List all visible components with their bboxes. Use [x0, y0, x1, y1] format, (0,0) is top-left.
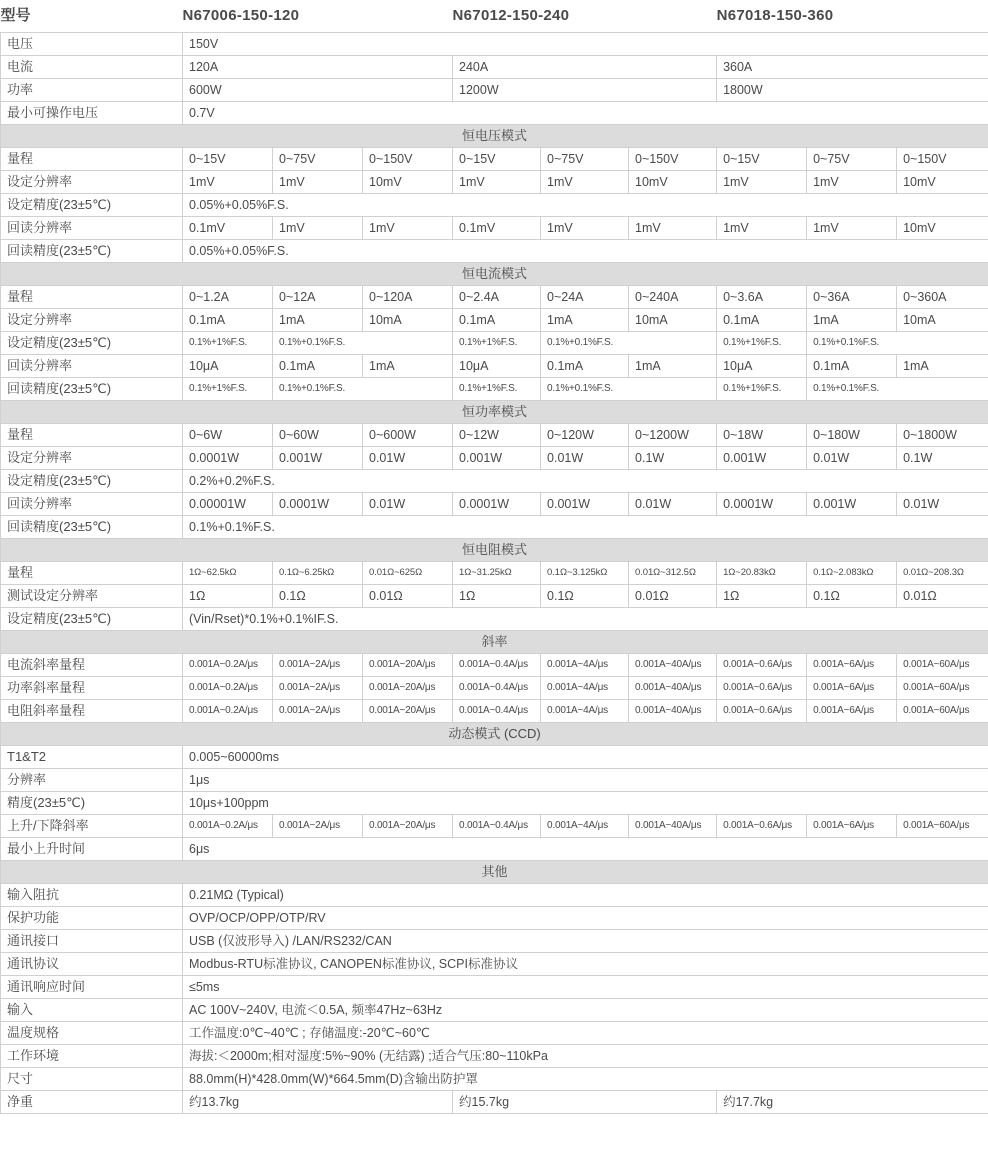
row-value: 0.001A~6A/μs: [807, 814, 897, 837]
row-value: 0.001A~20A/μs: [363, 699, 453, 722]
row-value: 0~12W: [453, 423, 541, 446]
row-label: 设定分辨率: [1, 308, 183, 331]
section-header-row: [1, 538, 988, 561]
row-value: 0.1Ω~6.25kΩ: [273, 561, 363, 584]
row-value: 0.7V: [183, 101, 988, 124]
row-value: ≤5ms: [183, 975, 988, 998]
row-value: 0.001W: [453, 446, 541, 469]
row-value: 0.001A~60A/μs: [897, 699, 988, 722]
table-row: [1, 331, 988, 354]
row-value: 0.0001W: [183, 446, 273, 469]
row-value: 1mV: [541, 170, 629, 193]
row-value: 0~600W: [363, 423, 453, 446]
table-row: [1, 814, 988, 837]
row-value: 1mV: [453, 170, 541, 193]
row-value: 0.001A~2A/μs: [273, 814, 363, 837]
row-value: 1mV: [363, 216, 453, 239]
row-label: 量程: [1, 285, 183, 308]
row-value: 88.0mm(H)*428.0mm(W)*664.5mm(D)含输出防护罩: [183, 1067, 988, 1090]
row-value: 1Ω: [183, 584, 273, 607]
row-value: 1mA: [363, 354, 453, 377]
row-value: 0~120W: [541, 423, 629, 446]
table-row: [1, 239, 988, 262]
row-value: 0.1%+0.1%F.S.: [541, 331, 717, 354]
table-row: [1, 699, 988, 722]
row-value: 0.001W: [273, 446, 363, 469]
row-value: 0.1%+1%F.S.: [717, 377, 807, 400]
header-label-cell: 型号: [1, 0, 183, 32]
row-label: 设定精度(23±5℃): [1, 607, 183, 630]
table-row: [1, 1044, 988, 1067]
row-label: 功率: [1, 78, 183, 101]
row-value: 0.01W: [541, 446, 629, 469]
row-value: 0.001A~4A/μs: [541, 653, 629, 676]
table-row: [1, 952, 988, 975]
row-value: 600W: [183, 78, 453, 101]
section-title: 恒功率模式: [1, 400, 988, 423]
row-value: 0~150V: [897, 147, 988, 170]
row-value: 1Ω~62.5kΩ: [183, 561, 273, 584]
row-value: 1mV: [629, 216, 717, 239]
table-row: [1, 170, 988, 193]
row-value: 0~1.2A: [183, 285, 273, 308]
table-row: [1, 768, 988, 791]
row-label: 测试设定分辨率: [1, 584, 183, 607]
row-value: 0.005~60000ms: [183, 745, 988, 768]
row-value: 0.001A~20A/μs: [363, 676, 453, 699]
row-value: 1μs: [183, 768, 988, 791]
row-value: 1mV: [717, 170, 807, 193]
row-value: 0.1Ω~3.125kΩ: [541, 561, 629, 584]
section-header-row: [1, 722, 988, 745]
row-value: 0~12A: [273, 285, 363, 308]
section-title: 其他: [1, 860, 988, 883]
row-label: 最小上升时间: [1, 837, 183, 860]
row-value: 0~240A: [629, 285, 717, 308]
row-value: 0.01W: [629, 492, 717, 515]
model-header-cell-1: N67006-150-120: [183, 0, 453, 32]
basic-row: [1, 101, 988, 124]
row-value: 0.001A~60A/μs: [897, 676, 988, 699]
row-value: 0~75V: [807, 147, 897, 170]
row-value: 0.05%+0.05%F.S.: [183, 239, 988, 262]
table-row: [1, 906, 988, 929]
row-value: 0~360A: [897, 285, 988, 308]
row-value: 10mA: [629, 308, 717, 331]
table-body: [1, 0, 988, 1113]
row-value: 0.01W: [363, 446, 453, 469]
row-value: 0.1%+0.1%F.S.: [807, 331, 988, 354]
row-value: 0.1mA: [453, 308, 541, 331]
section-title: 斜率: [1, 630, 988, 653]
table-row: [1, 745, 988, 768]
row-value: 海拔:＜2000m;相对湿度:5%~90% (无结露) ;适合气压:80~110kPa: [183, 1044, 988, 1067]
row-label: 分辨率: [1, 768, 183, 791]
row-value: 0.001A~6A/μs: [807, 699, 897, 722]
table-row: [1, 446, 988, 469]
row-label: 量程: [1, 147, 183, 170]
row-value: 0.1mA: [273, 354, 363, 377]
row-value: 0.1%+0.1%F.S.: [807, 377, 988, 400]
row-value: 0~120A: [363, 285, 453, 308]
row-label: 回读精度(23±5℃): [1, 377, 183, 400]
row-value: 0.001A~40A/μs: [629, 699, 717, 722]
row-label: 工作环境: [1, 1044, 183, 1067]
row-value: 0.001A~60A/μs: [897, 653, 988, 676]
row-value: 0.0001W: [453, 492, 541, 515]
table-row: [1, 1021, 988, 1044]
row-value: 0~180W: [807, 423, 897, 446]
row-value: 0.001A~6A/μs: [807, 676, 897, 699]
row-value: 0.01W: [897, 492, 988, 515]
row-value: 0.01Ω~625Ω: [363, 561, 453, 584]
table-row: [1, 653, 988, 676]
row-value: 0.1%+1%F.S.: [717, 331, 807, 354]
row-value: 0~36A: [807, 285, 897, 308]
basic-row: [1, 78, 988, 101]
row-value: 10mV: [897, 216, 988, 239]
table-row: [1, 883, 988, 906]
row-value: 0.00001W: [183, 492, 273, 515]
row-label: 量程: [1, 423, 183, 446]
row-label: 设定分辨率: [1, 446, 183, 469]
row-label: 尺寸: [1, 1067, 183, 1090]
section-title: 动态模式 (CCD): [1, 722, 988, 745]
row-value: 10μA: [183, 354, 273, 377]
row-value: 0.001A~0.6A/μs: [717, 676, 807, 699]
row-label: 功率斜率量程: [1, 676, 183, 699]
section-title: 恒电阻模式: [1, 538, 988, 561]
row-value: 0.1%+0.1%F.S.: [273, 377, 453, 400]
row-value: 1Ω: [717, 584, 807, 607]
row-label: 回读分辨率: [1, 354, 183, 377]
row-value: 0~1800W: [897, 423, 988, 446]
row-value: 0.1Ω: [807, 584, 897, 607]
row-label: 最小可操作电压: [1, 101, 183, 124]
row-value: 0~15V: [183, 147, 273, 170]
row-value: 0.001W: [807, 492, 897, 515]
row-value: 0.1%+0.1%F.S.: [541, 377, 717, 400]
row-value: 0.001A~0.2A/μs: [183, 814, 273, 837]
row-value: (Vin/Rset)*0.1%+0.1%IF.S.: [183, 607, 988, 630]
row-value: 10μA: [453, 354, 541, 377]
row-value: 1Ω~20.83kΩ: [717, 561, 807, 584]
table-row: [1, 929, 988, 952]
table-row: [1, 308, 988, 331]
model-header-row: [1, 0, 988, 32]
row-value: 1mA: [807, 308, 897, 331]
row-value: 0.001A~40A/μs: [629, 676, 717, 699]
section-header-row: [1, 262, 988, 285]
row-value: 1mV: [273, 216, 363, 239]
row-label: 回读精度(23±5℃): [1, 515, 183, 538]
row-value: USB (仅波形导入) /LAN/RS232/CAN: [183, 929, 988, 952]
row-label: 净重: [1, 1090, 183, 1113]
row-value: 1mA: [541, 308, 629, 331]
row-value: 工作温度:0℃~40℃ ; 存储温度:-20℃~60℃: [183, 1021, 988, 1044]
row-value: 0.01W: [807, 446, 897, 469]
row-value: 10mV: [363, 170, 453, 193]
row-value: 0.001A~2A/μs: [273, 653, 363, 676]
table-row: [1, 147, 988, 170]
row-label: 设定精度(23±5℃): [1, 193, 183, 216]
row-value: 0.1%+1%F.S.: [183, 377, 273, 400]
row-value: 120A: [183, 55, 453, 78]
row-label: T1&T2: [1, 745, 183, 768]
row-value: 1Ω~31.25kΩ: [453, 561, 541, 584]
basic-row: [1, 32, 988, 55]
row-value: 10mA: [363, 308, 453, 331]
row-value: 0.1%+1%F.S.: [453, 331, 541, 354]
row-value: 0~15V: [453, 147, 541, 170]
row-value: 1mV: [541, 216, 629, 239]
row-value: 0.1%+0.1%F.S.: [273, 331, 453, 354]
table-row: [1, 285, 988, 308]
row-value: 1mV: [183, 170, 273, 193]
row-label: 电压: [1, 32, 183, 55]
row-value: 10mV: [897, 170, 988, 193]
row-value: 0.001A~0.2A/μs: [183, 676, 273, 699]
row-value: 10μA: [717, 354, 807, 377]
section-title: 恒电流模式: [1, 262, 988, 285]
row-value: 0~24A: [541, 285, 629, 308]
row-value: 0.1Ω: [541, 584, 629, 607]
section-header-row: [1, 630, 988, 653]
table-row: [1, 1090, 988, 1113]
row-value: Modbus-RTU标准协议, CANOPEN标准协议, SCPI标准协议: [183, 952, 988, 975]
row-value: 0.05%+0.05%F.S.: [183, 193, 988, 216]
row-label: 回读分辨率: [1, 216, 183, 239]
row-value: AC 100V~240V, 电流＜0.5A, 频率47Hz~63Hz: [183, 998, 988, 1021]
table-row: [1, 193, 988, 216]
row-value: 0.001W: [541, 492, 629, 515]
row-value: 1mA: [629, 354, 717, 377]
table-row: [1, 998, 988, 1021]
row-value: 0~150V: [629, 147, 717, 170]
section-title: 恒电压模式: [1, 124, 988, 147]
table-row: [1, 377, 988, 400]
row-value: 0.1mA: [541, 354, 629, 377]
row-value: 0.001A~20A/μs: [363, 653, 453, 676]
row-label: 精度(23±5℃): [1, 791, 183, 814]
table-row: [1, 975, 988, 998]
row-value: 0.001W: [717, 446, 807, 469]
row-value: 0.1Ω: [273, 584, 363, 607]
row-value: 0.1W: [897, 446, 988, 469]
row-label: 电流斜率量程: [1, 653, 183, 676]
table-row: [1, 216, 988, 239]
row-value: 0.001A~0.6A/μs: [717, 653, 807, 676]
row-value: 0.001A~0.4A/μs: [453, 653, 541, 676]
row-value: 1Ω: [453, 584, 541, 607]
row-value: 0.1mA: [807, 354, 897, 377]
row-value: 约13.7kg: [183, 1090, 453, 1113]
row-value: 0~2.4A: [453, 285, 541, 308]
row-value: 0.1mA: [183, 308, 273, 331]
row-value: 0.001A~4A/μs: [541, 814, 629, 837]
row-label: 设定精度(23±5℃): [1, 331, 183, 354]
row-value: 0.2%+0.2%F.S.: [183, 469, 988, 492]
row-value: 1200W: [453, 78, 717, 101]
row-value: 10μs+100ppm: [183, 791, 988, 814]
basic-row: [1, 55, 988, 78]
row-value: 0~1200W: [629, 423, 717, 446]
row-label: 设定分辨率: [1, 170, 183, 193]
row-value: 0.01Ω: [897, 584, 988, 607]
row-value: 0.0001W: [717, 492, 807, 515]
row-value: 6μs: [183, 837, 988, 860]
table-row: [1, 837, 988, 860]
row-value: 0.001A~0.6A/μs: [717, 699, 807, 722]
row-value: 约17.7kg: [717, 1090, 988, 1113]
table-row: [1, 423, 988, 446]
row-value: 0.001A~0.6A/μs: [717, 814, 807, 837]
row-value: 360A: [717, 55, 988, 78]
row-label: 温度规格: [1, 1021, 183, 1044]
row-value: 0.1mV: [453, 216, 541, 239]
row-value: 0~60W: [273, 423, 363, 446]
table-row: [1, 791, 988, 814]
row-label: 上升/下降斜率: [1, 814, 183, 837]
row-label: 输入阻抗: [1, 883, 183, 906]
row-value: 0.1mA: [717, 308, 807, 331]
row-value: 0.001A~60A/μs: [897, 814, 988, 837]
row-value: 1mA: [273, 308, 363, 331]
row-value: 0.001A~0.2A/μs: [183, 653, 273, 676]
row-value: 1mV: [807, 216, 897, 239]
row-value: 1800W: [717, 78, 988, 101]
row-value: 0.001A~20A/μs: [363, 814, 453, 837]
row-value: 0.001A~0.4A/μs: [453, 699, 541, 722]
row-value: 0~6W: [183, 423, 273, 446]
row-value: 10mA: [897, 308, 988, 331]
row-label: 电流: [1, 55, 183, 78]
row-label: 回读精度(23±5℃): [1, 239, 183, 262]
row-value: 0.1Ω~2.083kΩ: [807, 561, 897, 584]
row-value: 0.001A~4A/μs: [541, 699, 629, 722]
section-header-row: [1, 400, 988, 423]
table-row: [1, 492, 988, 515]
row-value: 0.1%+1%F.S.: [183, 331, 273, 354]
row-value: 0.001A~4A/μs: [541, 676, 629, 699]
table-row: [1, 561, 988, 584]
row-value: 0.1mV: [183, 216, 273, 239]
row-value: 0.001A~6A/μs: [807, 653, 897, 676]
section-header-row: [1, 124, 988, 147]
table-row: [1, 469, 988, 492]
row-value: 约15.7kg: [453, 1090, 717, 1113]
row-label: 输入: [1, 998, 183, 1021]
row-label: 保护功能: [1, 906, 183, 929]
section-header-row: [1, 860, 988, 883]
row-value: OVP/OCP/OPP/OTP/RV: [183, 906, 988, 929]
row-value: 0.001A~0.2A/μs: [183, 699, 273, 722]
row-value: 1mV: [717, 216, 807, 239]
row-value: 0.001A~0.4A/μs: [453, 676, 541, 699]
row-value: 0~150V: [363, 147, 453, 170]
row-value: 0.01Ω~208.3Ω: [897, 561, 988, 584]
row-value: 0~75V: [541, 147, 629, 170]
row-value: 1mA: [897, 354, 988, 377]
row-label: 通讯接口: [1, 929, 183, 952]
row-value: 1mV: [273, 170, 363, 193]
row-label: 回读分辨率: [1, 492, 183, 515]
row-value: 0.001A~2A/μs: [273, 676, 363, 699]
row-label: 通讯响应时间: [1, 975, 183, 998]
row-value: 0~75V: [273, 147, 363, 170]
row-value: 0.001A~2A/μs: [273, 699, 363, 722]
model-header-cell-2: N67012-150-240: [453, 0, 717, 32]
row-value: 0.01Ω~312.5Ω: [629, 561, 717, 584]
table-row: [1, 515, 988, 538]
row-value: 0.21MΩ (Typical): [183, 883, 988, 906]
row-label: 通讯协议: [1, 952, 183, 975]
row-value: 0.1W: [629, 446, 717, 469]
row-value: 0~15V: [717, 147, 807, 170]
table-row: [1, 354, 988, 377]
row-value: 0.1%+0.1%F.S.: [183, 515, 988, 538]
row-value: 0.01W: [363, 492, 453, 515]
row-value: 0.001A~40A/μs: [629, 653, 717, 676]
row-value: 0.1%+1%F.S.: [453, 377, 541, 400]
row-value: 150V: [183, 32, 988, 55]
row-value: 0~3.6A: [717, 285, 807, 308]
row-value: 0.01Ω: [629, 584, 717, 607]
row-label: 量程: [1, 561, 183, 584]
row-value: 0.01Ω: [363, 584, 453, 607]
table-row: [1, 676, 988, 699]
row-value: 1mV: [807, 170, 897, 193]
row-value: 0.001A~40A/μs: [629, 814, 717, 837]
table-row: [1, 1067, 988, 1090]
table-row: [1, 584, 988, 607]
row-label: 设定精度(23±5℃): [1, 469, 183, 492]
row-value: 240A: [453, 55, 717, 78]
row-value: 10mV: [629, 170, 717, 193]
row-value: 0.001A~0.4A/μs: [453, 814, 541, 837]
row-value: 0~18W: [717, 423, 807, 446]
table-row: [1, 607, 988, 630]
row-label: 电阻斜率量程: [1, 699, 183, 722]
row-value: 0.0001W: [273, 492, 363, 515]
model-header-cell-3: N67018-150-360: [717, 0, 988, 32]
